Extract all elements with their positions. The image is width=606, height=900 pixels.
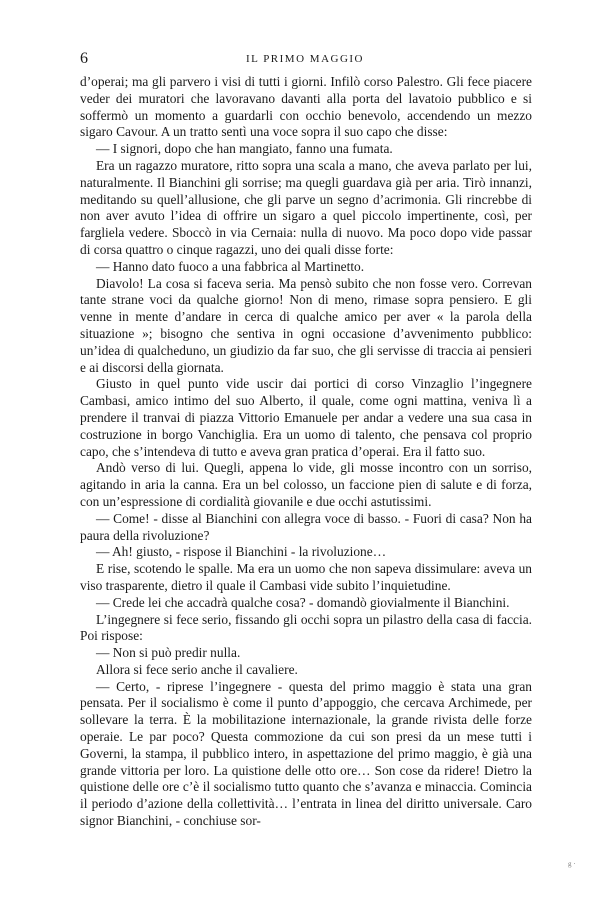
dialogue-line: — Come! - disse al Bianchini con allegra voce di basso. - Fuori di casa? Non ha paura della rivoluzione? <box>80 510 532 543</box>
dialogue-line: — Hanno dato fuoco a una fabbrica al Martinetto. <box>96 258 365 274</box>
paragraph: Era un ragazzo muratore, ritto sopra una scala a mano, che aveva parlato per lui, naturalmente. Il Bianchini gli sorrise; ma quegli guardava già per aria. Tirò innanzi, meditando su quell’allusione, che gli parve un segno d’acrimonia. Gli rincrebbe di non aver avuto l’idea di offrire un sigaro a quel piccolo impertinente, così, per fargliela vedere. Sboccò in via Cernaia: nulla di nuovo. Ma poco dopo vide passar di corsa quattro o cinque ragazzi, uno dei quali disse forte: <box>80 157 532 257</box>
paragraph: d’operai; ma gli parvero i visi di tutti i giorni. Infilò corso Palestro. Gli fece piacere veder dei muratori che lavoravano davanti alla porta del lavatoio pubblico e si soffermò un momento a guardarli con occhio benevolo, accendendo un mezzo sigaro Cavour. A un tratto sentì una voce sopra il suo capo che disse: <box>80 74 532 140</box>
body-text <box>80 74 532 830</box>
running-title: IL PRIMO MAGGIO <box>245 53 365 65</box>
paragraph: Andò verso di lui. Quegli, appena lo vide, gli mosse incontro con un sorriso, agitando in aria la canna. Era un bel colosso, un faccione pien di salute e di forza, con un’espressione di cordialità giovanile e due occhi astutissimi. <box>80 460 532 509</box>
paragraph: Giusto in quel punto vide uscir dai portici di corso Vinzaglio l’ingegnere Cambasi, amico intimo del suo Alberto, il quale, come ogni mattina, veniva lì a prendere il tranvai di piazza Vittorio Emanuele per andar a vedere una sua casa in costruzione in borgo Vanchiglia. Era un uomo di talento, che pensava col proprio capo, che s’intendeva di tutto e aveva gran pratica d’operai. Era il fatto suo. <box>80 376 532 459</box>
dialogue-line: — Crede lei che accadrà qualche cosa? - domandò giovialmente il Bianchini. <box>96 594 510 610</box>
dialogue-line: — Certo, - riprese l’ingegnere - questa del primo maggio è stata una gran pensata. Per il socialismo è come il punto d’appoggio, che cercava Archimede, per sollevare la terra. È la mobilitazione internazionale, la grande rivista delle forze operaie. Le par poco? Questa commozione da cui son presi da un mese tutti i Governi, la stampa, il pubblico intero, in aspettazione del primo maggio, è già una grande vittoria per loro. La quistione delle otto ore… Son cose da ridere! Dietro la quistione delle ore c’è il socialismo tutto quanto che s’avanza e minaccia. Comincia il periodo d’azione della collettività… l’entrata in linea del diritto universale. Caro signor Bianchini, - conchiuse sor- <box>80 678 532 829</box>
page-header <box>80 50 530 72</box>
page-number: 6 <box>80 50 89 67</box>
dialogue-line: — I signori, dopo che han mangiato, fanno una fumata. <box>96 141 393 157</box>
dialogue-line: — Ah! giusto, - rispose il Bianchini - la rivoluzione… <box>96 544 387 560</box>
paragraph: Diavolo! La cosa si faceva seria. Ma pensò subito che non fosse vero. Correvan tante strane voci da qualche giorno! Non di meno, rimase sopra pensiero. E gli venne in mente d’andare in cerca di qualche amico per aver « la parola della situazione »; bisogno che sentiva in ogni occasione d’avvenimento pubblico: un’idea di qualcheduno, un giudizio da far suo, che gli servisse di traccia ai pensieri e ai discorsi della giornata. <box>80 275 532 375</box>
paragraph: Allora si fece serio anche il cavaliere. <box>96 661 298 677</box>
corner-mark: g · <box>568 860 576 868</box>
paragraph: E rise, scotendo le spalle. Ma era un uomo che non sapeva dissimulare: aveva un viso trasparente, dietro il quale il Cambasi vide subito l’inquietudine. <box>80 561 532 593</box>
dialogue-line: — Non si può predir nulla. <box>96 645 241 661</box>
paragraph: L’ingegnere si fece serio, fissando gli occhi sopra un pilastro della casa di faccia. Poi rispose: <box>80 611 532 644</box>
